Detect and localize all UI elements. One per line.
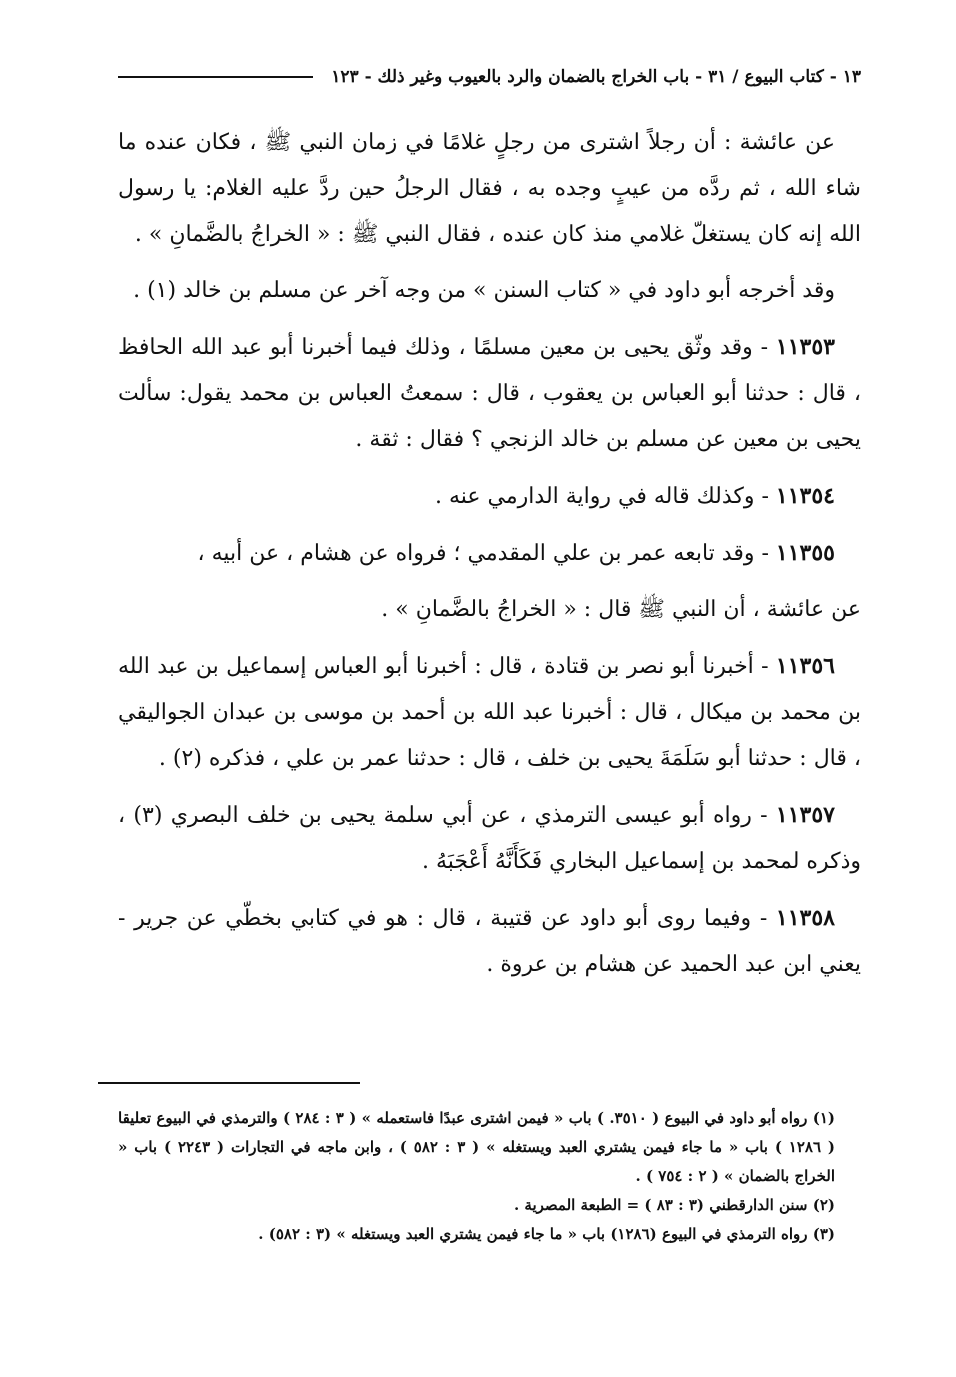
hadith-11355 bbox=[118, 530, 861, 577]
paragraph-2: وقد أخرجه أبو داود في « كتاب السنن » من وجه آخر عن مسلم بن خالد (١) . bbox=[133, 278, 835, 303]
footnote-2: (٢) سنن الدارقطني (٣ : ٨٣ ) = الطبعة المصرية . bbox=[513, 1196, 835, 1214]
hadith-11353 bbox=[118, 324, 861, 463]
paragraph-1: عن عائشة : أن رجلاً اشترى من رجلٍ غلامًا في زمان النبي ﷺ ، فكان عنده ما شاء الله ، ثم ردَّه من عيبٍ وجده به ، فقال الرجلُ حين ردَّ عليه الغلام: يا رسول الله إنه كان يستغلّ غلامي منذ كان عنده ، فقال النبي ﷺ : « الخراجُ بالضَّمانِ » . bbox=[118, 130, 861, 247]
running-title: ١٣ - كتاب البيوع / ٣١ - باب الخراج بالضمان والرد بالعيوب وغير ذلك - ١٢٣ bbox=[331, 67, 861, 87]
hadith-number: ١١٣٥٤ bbox=[775, 483, 835, 509]
hadith-number: ١١٣٥٨ bbox=[775, 905, 835, 931]
hadith-11354 bbox=[118, 473, 861, 520]
main-text bbox=[118, 120, 861, 988]
footnote-3: (٣) رواه الترمذي في البيوع (١٢٨٦) باب « ما جاء فيمن يشتري العبد ويستغله » (٣ : ٥٨٢) . bbox=[258, 1225, 835, 1243]
hadith-text: - وقد تابعه عمر بن علي المقدمي ؛ فرواه عن هشام ، عن أبيه ، bbox=[197, 541, 776, 566]
hadith-number: ١١٣٥٣ bbox=[775, 334, 835, 360]
hadith-number: ١١٣٥٧ bbox=[775, 802, 835, 828]
footnote-separator bbox=[98, 1082, 360, 1084]
hadith-text: - وكذلك قاله في رواية الدارمي عنه . bbox=[435, 484, 776, 509]
hadith-11356 bbox=[118, 643, 861, 782]
paragraph-6: عن عائشة ، أن النبي ﷺ قال : « الخراجُ بالضَّمانِ » . bbox=[381, 597, 861, 622]
hadith-text: - وفيما روى أبو داود عن قتيبة ، قال : هو في كتابي بخطّي عن جرير - يعني ابن عبد الحميد عن هشام بن عروة . bbox=[118, 906, 861, 977]
hadith-11358 bbox=[118, 895, 861, 988]
footnote-1: (١) رواه أبو داود في البيوع ( ٣٥١٠. ) باب « فيمن اشترى عبدًا فاستعمله » ( ٣ : ٢٨٤ ) والترمذي في البيوع تعليقا ( ١٢٨٦ ) باب « ما جاء فيمن يشتري العبد ويستغله » ( ٣ : ٥٨٢ ) ، وابن ماجه في التجارات ( ٢٢٤٣ ) باب « الخراج بالضمان » ( ٢ : ٧٥٤ ) . bbox=[118, 1109, 836, 1185]
hadith-text: - أخبرنا أبو نصر بن قتادة ، قال : أخبرنا أبو العباس إسماعيل بن عبد الله بن محمد بن ميكال ، قال : أخبرنا عبد الله بن أحمد بن موسى بن عبدان الجواليقي ، قال : حدثنا أبو سَلَمَةَ يحيى بن خلف ، قال : حدثنا عمر بن علي ، فذكره (٢) . bbox=[118, 654, 861, 771]
running-header bbox=[118, 62, 861, 92]
hadith-number: ١١٣٥٦ bbox=[775, 653, 835, 679]
footnotes bbox=[118, 1104, 861, 1249]
hadith-text: - رواه أبو عيسى الترمذي ، عن أبي سلمة يحيى بن خلف البصري (٣) ، وذكره لمحمد بن إسماعيل البخاري فَكَأَنَّهُ أَعْجَبَهُ . bbox=[118, 803, 861, 874]
hadith-text: - وقد وثّق يحيى بن معين مسلمًا ، وذلك فيما أخبرنا أبو عبد الله الحافظ ، قال : حدثنا أبو العباس بن يعقوب ، قال : سمعتُ العباس بن محمد يقول: سألت يحيى بن معين عن مسلم بن خالد الزنجي ؟ فقال : ثقة . bbox=[118, 335, 861, 452]
hadith-number: ١١٣٥٥ bbox=[775, 540, 835, 566]
hadith-11357 bbox=[118, 792, 861, 885]
header-rule bbox=[118, 76, 313, 78]
